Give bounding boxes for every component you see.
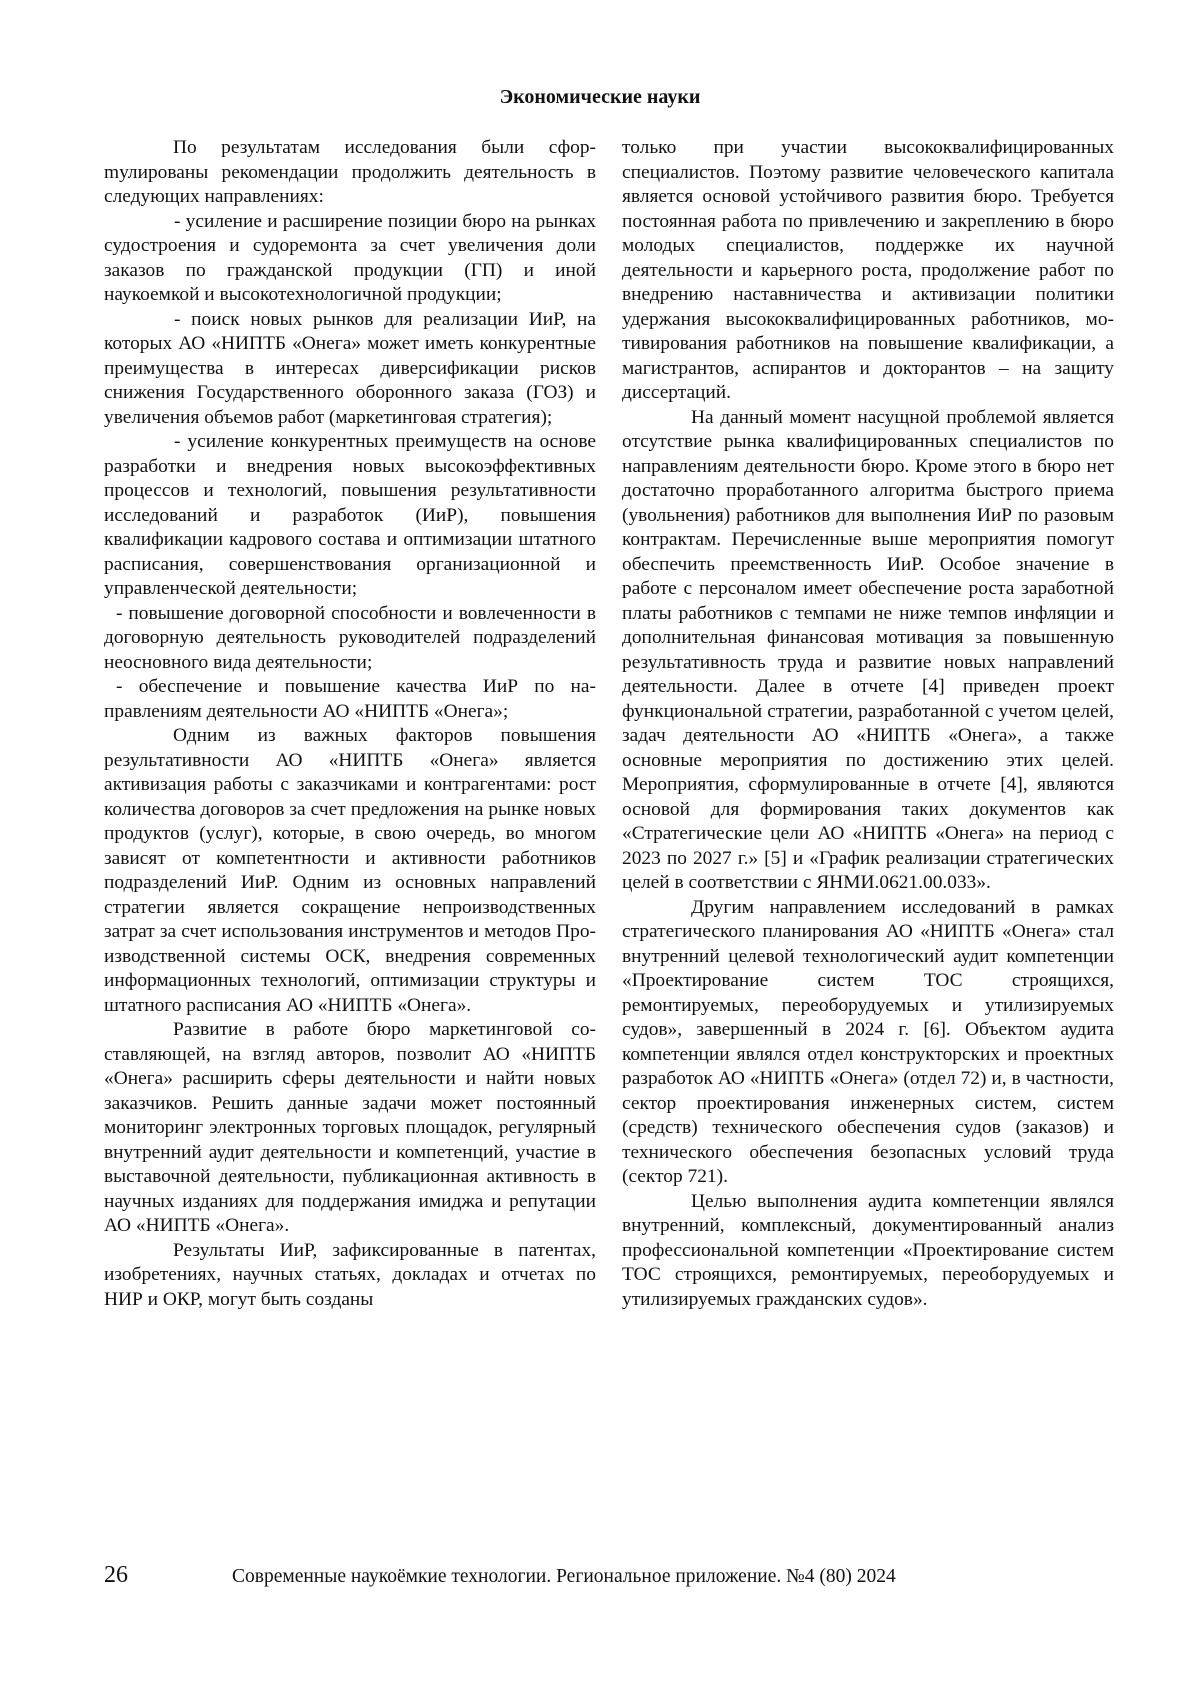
- journal-title: Современные наукоёмкие технологии. Региональное приложение. №4 (80) 2024: [232, 1566, 896, 1587]
- paragraph: По результатам исследования были сфорmулированы рекомендации продолжить деятельность в следующих направлениях:: [104, 137, 596, 207]
- right-column: [622, 136, 1114, 1312]
- paragraph: Развитие в работе бюро маркетинговой составляющей, на взгляд авторов, позволит АО «НИПТБ «Онега» расширить сферы деятельности и найти новых заказчиков. Решить данные задачи может постоянный мониторинг электронных торговых площадок, регулярный внутренний аудит деятельности и компетенций, участие в выставочной деятельности, публикационная активность в научных изданиях для поддержания имиджа и репутации АО «НИПТБ «Онега».: [104, 1019, 596, 1236]
- list-item: - обеспечение и повышение качества ИиР по направлениям деятельности АО «НИПТБ «Онега»;: [104, 676, 596, 722]
- page-number: 26: [104, 1562, 128, 1588]
- section-header: Экономические науки: [499, 86, 701, 108]
- list-item: - поиск новых рынков для реализации ИиР, на которых АО «НИПТБ «Онега» может иметь конкурентные преимущества в интересах диверсификации рисков снижения Государственного оборонного заказа (ГОЗ) и увеличения объемов работ (маркетинговая стратегия);: [104, 308, 596, 428]
- paragraph: Результаты ИиР, зафиксированные в патентах, изобретениях, научных статьях, докладах и отчетах по НИР и ОКР, могут быть созданы: [104, 1239, 596, 1310]
- paragraph: Другим направлением исследований в рамках стратегического планирования АО «НИПТБ «Онега» стал внутренний целевой технологический аудит компетенции «Проектирование систем ТОС строящихся, ремонтируемых, переоборудуемых и утилизируемых судов», завершенный в 2024 г. [6]. Объектом аудита компетенции являлся отдел конструкторских и проектных разработок АО «НИПТБ «Онега» (отдел 72) и, в частности, сектор проектирования инженерных систем, систем (средств) технического обеспечения судов (заказов) и технического обеспечения безопасных условий труда (сектор 721).: [622, 896, 1114, 1187]
- page-footer: [104, 1562, 1116, 1592]
- paragraph: только при участии высококвалифицированных специалистов. Поэтому развитие человеческого капитала является основой устойчивого развития бюро. Требуется постоянная работа по привлечению и закреплению в бюро молодых специалистов, поддержке их научной деятельности и карьерного роста, продолжение работ по внедрению наставничества и активизации политики удержания высококвалифицированных работников, мотивирования работников на повышение квалификации, а магистрантов, аспирантов и докторантов – на защиту диссертаций.: [622, 137, 1114, 403]
- paragraph: На данный момент насущной проблемой является отсутствие рынка квалифицированных специалистов по направлениям деятельности бюро. Кроме этого в бюро нет достаточно проработанного алгоритма быстрого приема (увольнения) работников для выполнения ИиР по разовым контрактам. Перечисленные выше мероприятия помогут обеспечить преемственность ИиР. Особое значение в работе с персоналом имеет обеспечение роста заработной платы работников с темпами не ниже темпов инфляции и дополнительная финансовая мотивация за повышенную результативность труда и развитие новых направлений деятельности. Далее в отчете [4] приведен проект функциональной стратегии, разработанной с учетом целей, задач деятельности АО «НИПТБ «Онега», а также основные мероприятия по достижению этих целей. Мероприятия, сформулированные в отчете [4], являются основой для формирования таких документов как «Стратегические цели АО «НИПТБ «Онега» на период с 2023 по 2027 г.» [5] и «График реализации стратегических целей в соответствии с ЯНМИ.0621.00.033».: [622, 406, 1114, 893]
- paragraph: Одним из важных факторов повышения результативности АО «НИПТБ «Онега» является активизация работы с заказчиками и контрагентами: рост количества договоров за счет предложения на рынке новых продуктов (услуг), которые, в свою очередь, во многом зависят от компетентности и активности работников подразделений ИиР. Одним из основных направлений стратегии является сокращение непроизводственных затрат за счет использования инструментов и методов Производственной системы ОСК, внедрения современных информационных технологий, оптимизации структуры и штатного расписания АО «НИПТБ «Онега».: [104, 725, 596, 1016]
- list-item: - повышение договорной способности и вовлеченности в договорную деятельность руководителей подразделений неосновного вида деятельности;: [104, 602, 596, 673]
- list-item: - усиление и расширение позиции бюро на рынках судостроения и судоремонта за счет увеличения доли заказов по гражданской продукции (ГП) и иной наукоемкой и высокотехнологичной продукции;: [104, 210, 596, 305]
- left-column: [104, 136, 596, 1312]
- paragraph: Целью выполнения аудита компетенции являлся внутренний, комплексный, документированный анализ профессиональной компетенции «Проектирование систем ТОС строящихся, ремонтируемых, переоборудуемых и утилизируемых гражданских судов».: [622, 1190, 1114, 1310]
- list-item: - усиление конкурентных преимуществ на основе разработки и внедрения новых высокоэффективных процессов и технологий, повышения результативности исследований и разработок (ИиР), повышения квалификации кадрового состава и оптимизации штатного расписания, совершенствования организационной и управленческой деятельности;: [104, 431, 596, 599]
